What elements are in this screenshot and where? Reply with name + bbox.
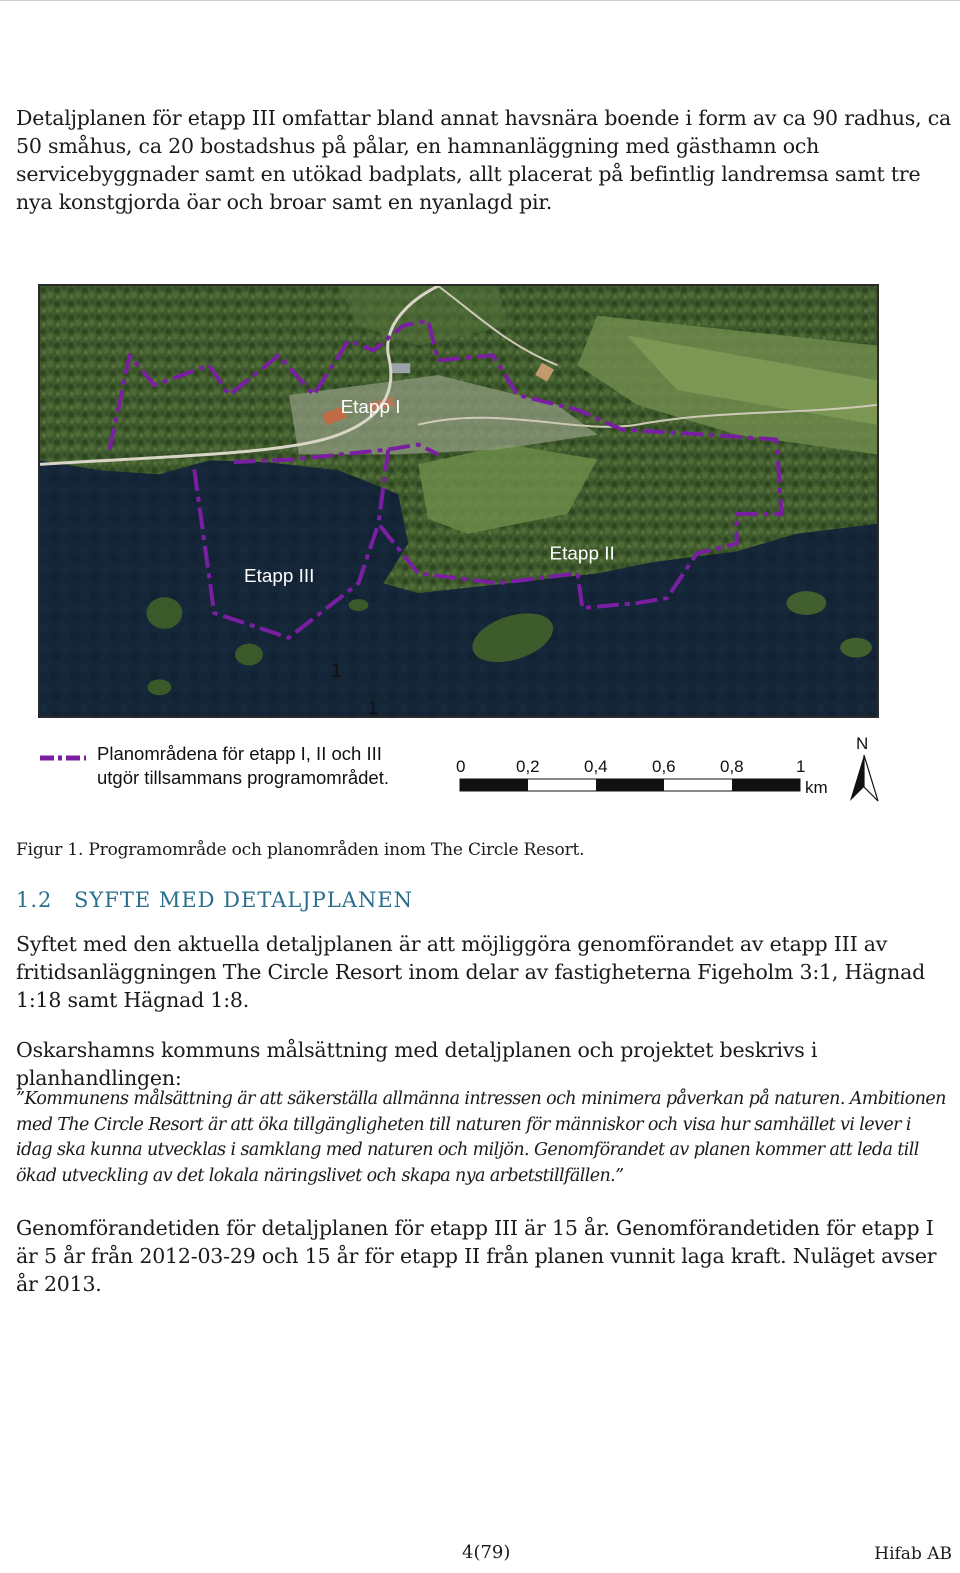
figure-caption: Figur 1. Programområde och planområden inom The Circle Resort. (16, 840, 585, 860)
page-number: 4(79) (462, 1542, 511, 1563)
scale-tick-4: 0,8 (720, 757, 744, 776)
scale-tick-2: 0,4 (584, 757, 608, 776)
section-number: 1.2 (16, 888, 53, 912)
legend-text-line-2: utgör tillsammans programområdet. (97, 767, 389, 788)
scale-tick-3: 0,6 (652, 757, 676, 776)
scale-bar (450, 735, 890, 805)
legend-text-line-1: Planområdena för etapp I, II och III (97, 743, 382, 764)
map-number-a: 1 (330, 659, 342, 682)
section-heading (16, 888, 413, 912)
aerial-map (38, 284, 879, 718)
scale-tick-0: 0 (456, 757, 466, 776)
north-label: N (856, 735, 869, 753)
goals-intro-paragraph: Oskarshamns kommuns målsättning med detaljplanen och projektet beskrivs i planhandlingen: (16, 1038, 818, 1090)
section-title: SYFTE MED DETALJPLANEN (74, 888, 414, 912)
map-number-b: 1 (367, 697, 379, 716)
period-paragraph: Genomförandetiden för detaljplanen för etapp III är 15 år. Genomförandetiden för etapp I är 5 år från 2012-03-29 och 15 år för etapp II från planen vunnit laga kraft. Nuläget avser år 2013. (16, 1216, 937, 1296)
north-arrow-icon (850, 735, 878, 801)
intro-paragraph: Detaljplanen för etapp III omfattar bland annat havsnära boende i form av ca 90 radhus, ca 50 småhus, ca 20 bostadshus på pålar, en hamnanläggning med gästhamn och servicebyggnader samt en utökad badplats, allt placerat på befintlig landremsa samt tre nya konstgjorda öar och broar samt en nyanlagd pir. (16, 106, 952, 214)
purpose-paragraph: Syftet med den aktuella detaljplanen är att möjliggöra genomförandet av etapp III av fritidsanläggningen The Circle Resort inom delar av fastigheterna Figeholm 3:1, Hägnad 1:18 samt Hägnad 1:8. (16, 932, 926, 1012)
label-etapp-2: Etapp II (549, 542, 615, 564)
map-image (40, 286, 877, 716)
label-etapp-3: Etapp III (244, 565, 315, 587)
scale-tick-5: 1 (796, 757, 806, 776)
label-etapp-1: Etapp I (340, 395, 401, 417)
scale-tick-1: 0,2 (516, 757, 540, 776)
top-rule (0, 0, 960, 1)
scale-unit: km (805, 778, 828, 797)
company-name: Hifab AB (874, 1544, 952, 1564)
quote-paragraph: ”Kommunens målsättning är att säkerställa allmänna intressen och minimera påverkan på naturen. Ambitionen med The Circle Resort är att öka tillgängligheten till naturen för människor och visa hur samhället vi lever i idag ska kunna utvecklas i samklang med naturen och miljön. Genomförandet av planen kommer att leda till ökad utveckling av det lokala näringslivet och skapa nya arbetstillfällen.” (16, 1089, 946, 1186)
legend-boundary-line (40, 755, 86, 761)
